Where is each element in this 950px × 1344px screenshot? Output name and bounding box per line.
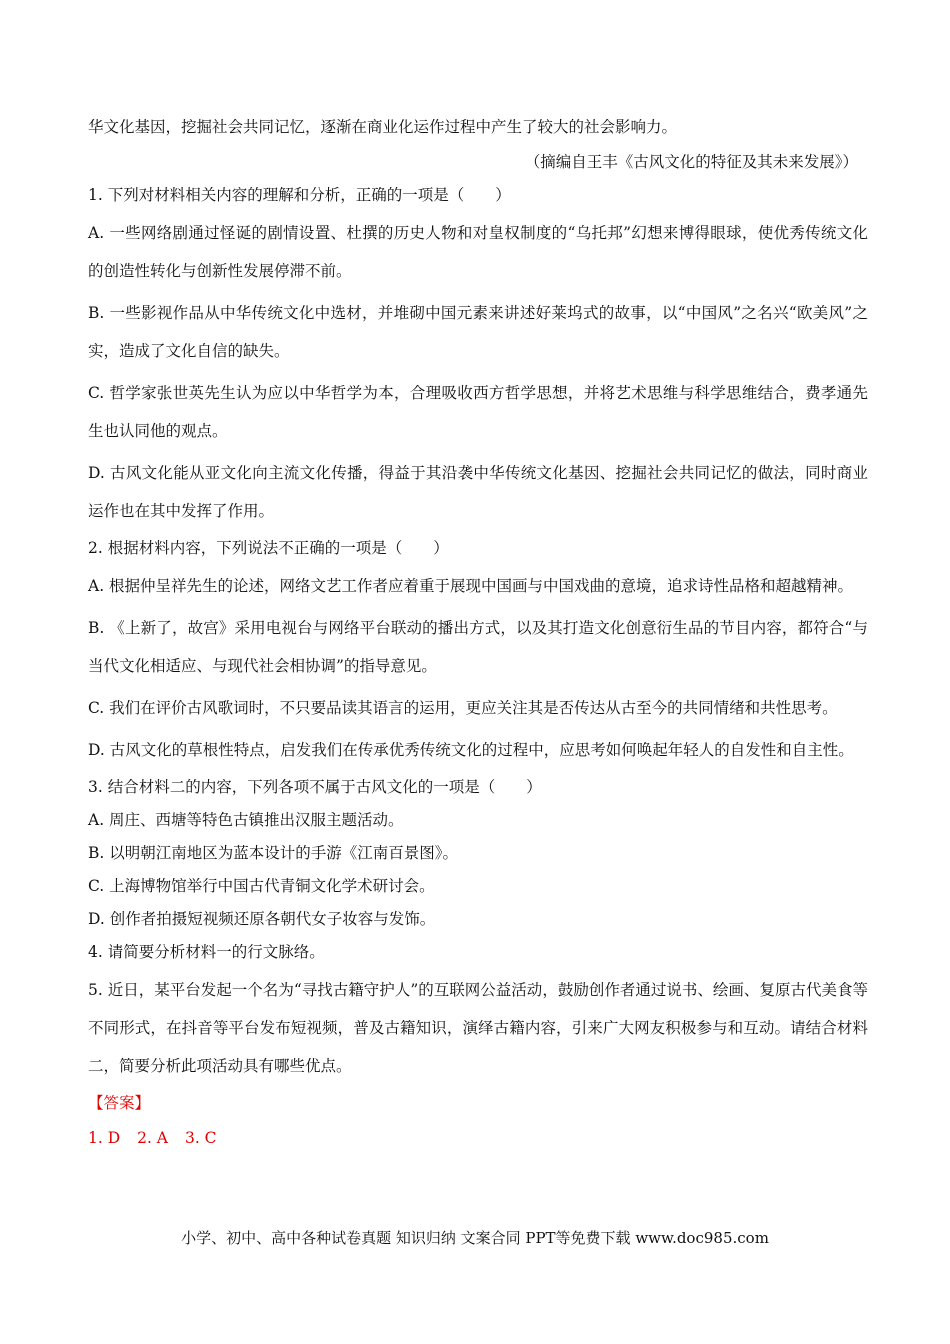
option-b: B. 一些影视作品从中华传统文化中选材，并堆砌中国元素来讲述好莱坞式的故事，以“中国风”之名兴“欧美风”之实，造成了文化自信的缺失。 — [88, 304, 868, 360]
option-d: D. 古风文化的草根性特点，启发我们在传承优秀传统文化的过程中，应思考如何唤起年轻人的自发性和自主性。 — [88, 741, 854, 759]
question-stem: 2. 根据材料内容，下列说法不正确的一项是（ ） — [88, 539, 449, 557]
option-c: C. 我们在评价古风歌词时，不只要品读其语言的运用，更应关注其是否传达从古至今的共同情绪和共性思考。 — [88, 699, 838, 717]
question-3 — [88, 773, 868, 934]
page-footer: 小学、初中、高中各种试卷真题 知识归纳 文案合同 PPT等免费下载 www.doc985.com — [181, 1229, 769, 1247]
question-stem: 4. 请简要分析材料一的行文脉络。 — [88, 943, 325, 961]
document-body — [88, 113, 868, 1153]
question-stem: 5. 近日，某平台发起一个名为“寻找古籍守护人”的互联网公益活动，鼓励创作者通过说书、绘画、复原古代美食等不同形式，在抖音等平台发布短视频，普及古籍知识，演绎古籍内容，引来广大网友积极参与和互动。请结合材料二，简要分析此项活动具有哪些优点。 — [88, 981, 868, 1075]
option-a: A. 根据仲呈祥先生的论述，网络文艺工作者应着重于展现中国画与中国戏曲的意境，追求诗性品格和超越精神。 — [88, 577, 854, 595]
intro-paragraph: 华文化基因，挖掘社会共同记忆，逐渐在商业化运作过程中产生了较大的社会影响力。 — [88, 118, 678, 136]
answer-list — [88, 1124, 868, 1153]
option-c: C. 哲学家张世英先生认为应以中华哲学为本，合理吸收西方哲学思想，并将艺术思维与科学思维结合，费孝通先生也认同他的观点。 — [88, 384, 868, 440]
question-1 — [88, 181, 868, 530]
answer-item: 1. D — [88, 1129, 121, 1147]
answer-item: 3. C — [184, 1129, 217, 1147]
option-a: A. 一些网络剧通过怪诞的剧情设置、杜撰的历史人物和对皇权制度的“乌托邦”幻想来博得眼球，使优秀传统文化的创造性转化与创新性发展停滞不前。 — [88, 224, 868, 280]
question-stem: 1. 下列对材料相关内容的理解和分析，正确的一项是（ ） — [88, 186, 511, 204]
option-b: B. 《上新了，故宫》采用电视台与网络平台联动的播出方式，以及其打造文化创意衍生品的节目内容，都符合“与当代文化相适应、与现代社会相协调”的指导意见。 — [88, 619, 868, 675]
option-b: B. 以明朝江南地区为蓝本设计的手游《江南百景图》。 — [88, 844, 458, 862]
answer-item: 2. A — [137, 1129, 169, 1147]
option-d: D. 创作者拍摄短视频还原各朝代女子妆容与发饰。 — [88, 910, 436, 928]
question-4 — [88, 938, 868, 967]
question-2 — [88, 534, 868, 769]
question-stem: 3. 结合材料二的内容，下列各项不属于古风文化的一项是（ ） — [88, 778, 542, 796]
option-a: A. 周庄、西塘等特色古镇推出汉服主题活动。 — [88, 811, 404, 829]
option-c: C. 上海博物馆举行中国古代青铜文化学术研讨会。 — [88, 877, 435, 895]
answer-label: 【答案】 — [88, 1094, 151, 1112]
option-d: D. 古风文化能从亚文化向主流文化传播，得益于其沿袭中华传统文化基因、挖掘社会共同记忆的做法，同时商业运作也在其中发挥了作用。 — [88, 464, 868, 520]
question-5 — [88, 971, 868, 1085]
source-citation: （摘编自王丰《古风文化的特征及其未来发展》） — [524, 153, 858, 171]
